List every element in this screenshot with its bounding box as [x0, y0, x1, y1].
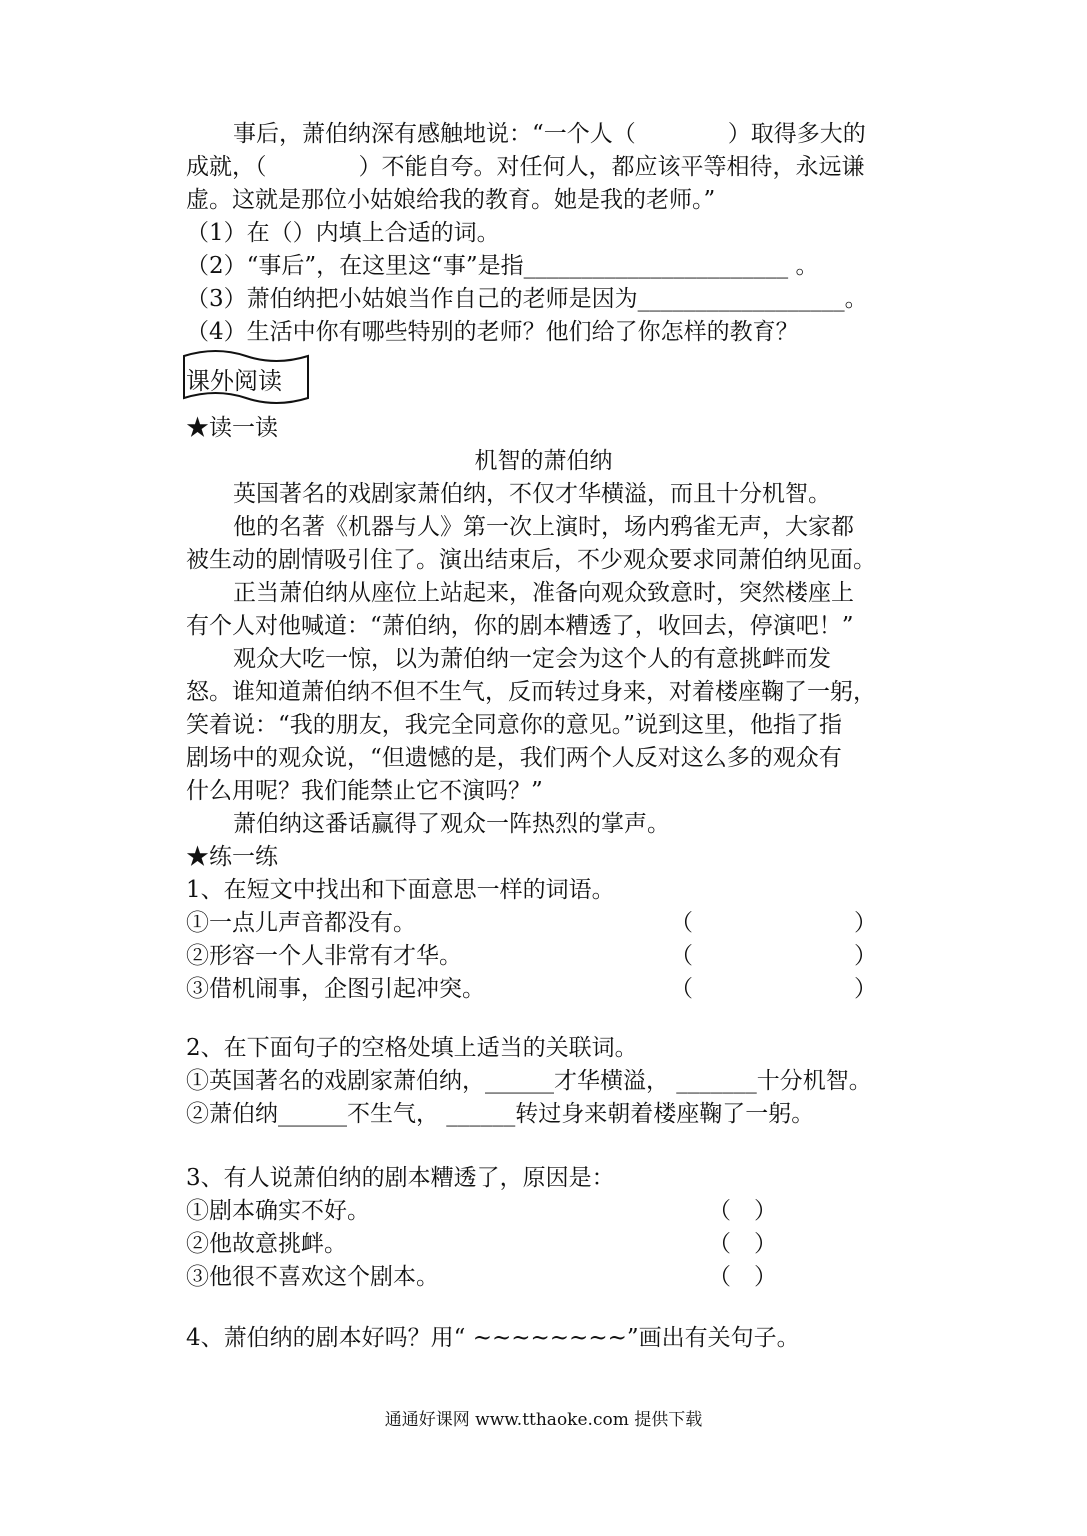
q1-prompt: 1、在短文中找出和下面意思一样的词语。 — [186, 877, 615, 903]
story-line: 笑着说：“我的朋友，我完全同意你的意见。”说到这里，他指了指 — [186, 712, 843, 738]
story-line: 剧场中的观众说，“但遗憾的是，我们两个人反对这么多的观众有 — [186, 745, 842, 771]
story-line: 观众大吃一惊，以为萧伯纳一定会为这个人的有意挑衅而发 — [233, 646, 831, 672]
story-line: 正当萧伯纳从座位上站起来，准备向观众致意时，突然楼座上 — [233, 580, 854, 606]
q1-answer-blank[interactable]: （ ） — [670, 943, 877, 969]
question-line: （4）生活中你有哪些特别的老师？他们给了你怎样的教育？ — [186, 319, 799, 345]
passage-line: 成就，（ ）不能自夸。对任何人，都应该平等相待，永远谦 — [186, 154, 865, 180]
q1-answer-blank[interactable]: （ ） — [670, 976, 877, 1002]
question-line: （2）“事后”，在这里这“事”是指_______________________ 。 — [186, 253, 819, 279]
story-line: 萧伯纳这番话赢得了观众一阵热烈的掌声。 — [233, 811, 670, 837]
story-line: 他的名著《机器与人》第一次上演时，场内鸦雀无声，大家都 — [233, 514, 854, 540]
q3-item: ①剧本确实不好。 — [186, 1198, 370, 1224]
q3-item: ③他很不喜欢这个剧本。 — [186, 1264, 439, 1290]
passage-line: 事后，萧伯纳深有感触地说：“一个人（ ）取得多大的 — [233, 121, 866, 147]
story-line: 什么用呢？我们能禁止它不演吗？” — [186, 778, 543, 804]
q2-prompt: 2、在下面句子的空格处填上适当的关联词。 — [186, 1035, 638, 1061]
story-line: 有个人对他喊道：“萧伯纳，你的剧本糟透了，收回去，停演吧！” — [186, 613, 854, 639]
q3-prompt: 3、有人说萧伯纳的剧本糟透了，原因是： — [186, 1165, 615, 1191]
question-line: （3）萧伯纳把小姑娘当作自己的老师是因为__________________。 — [186, 286, 868, 312]
practice-heading: ★练一练 — [186, 844, 278, 870]
q3-answer-blank[interactable]: （ ） — [708, 1198, 777, 1224]
q2-item: ①英国著名的戏剧家萧伯纳，______才华横溢， _______十分机智。 — [186, 1068, 872, 1094]
read-heading: ★读一读 — [186, 415, 278, 441]
story-line: 怒。谁知道萧伯纳不但不生气，反而转过身来，对着楼座鞠了一躬， — [186, 679, 876, 705]
story-line: 英国著名的戏剧家萧伯纳，不仅才华横溢，而且十分机智。 — [233, 481, 831, 507]
banner-label: 课外阅读 — [186, 367, 282, 395]
q1-item: ②形容一个人非常有才华。 — [186, 943, 462, 969]
page-footer: 通通好课网 www.tthaoke.com 提供下载 — [384, 1410, 703, 1430]
story-title: 机智的萧伯纳 — [474, 448, 613, 474]
q3-answer-blank[interactable]: （ ） — [708, 1231, 777, 1257]
story-line: 被生动的剧情吸引住了。演出结束后，不少观众要求同萧伯纳见面。 — [186, 547, 876, 573]
q4-prompt: 4、萧伯纳的剧本好吗？用“ ~~~~~~~~”画出有关句子。 — [186, 1325, 800, 1351]
q1-item: ③借机闹事，企图引起冲突。 — [186, 976, 485, 1002]
section-banner — [182, 348, 310, 410]
q3-item: ②他故意挑衅。 — [186, 1231, 347, 1257]
passage-line: 虚。这就是那位小姑娘给我的教育。她是我的老师。” — [186, 187, 716, 213]
q1-answer-blank[interactable]: （ ） — [670, 910, 877, 936]
q3-answer-blank[interactable]: （ ） — [708, 1264, 777, 1290]
q1-item: ①一点儿声音都没有。 — [186, 910, 416, 936]
question-line: （1）在（）内填上合适的词。 — [186, 220, 500, 246]
q2-item: ②萧伯纳______不生气， ______转过身来朝着楼座鞠了一躬。 — [186, 1101, 815, 1127]
